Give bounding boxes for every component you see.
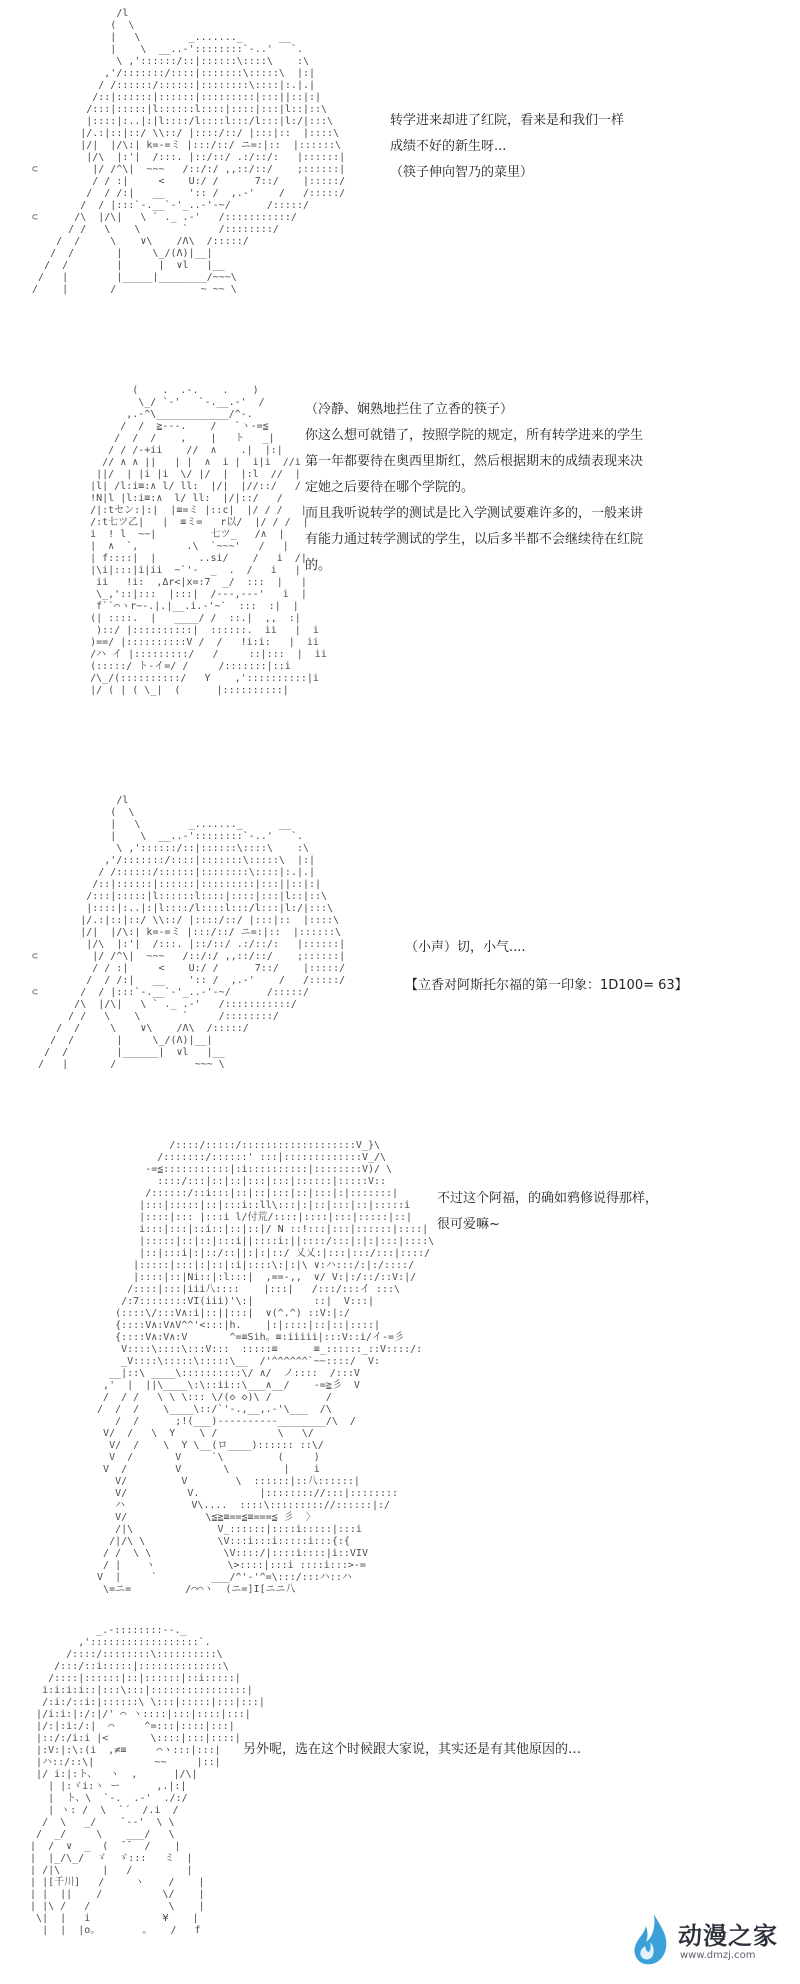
ascii-art-character: _.-::::::::--._ ,'::::::::::::::::::`. /::::/::::::::\::::::::::\ /:::/::i:::::|::::::::::::::\ /::::|::::::|::|::::::|::i:::::| i:i:i:i::|:::\:::|::::::::::::::::| /:i:/::i:|::::::\ \:::|:::::|:::|:::| |/i:i:|:/:|/' ⌒ ヽ::::|:::|::::|:::| |/:|:i:/:| ⌒ ^=:::|::::|:::| |::/:/i:i |< \::::|:::|::::| |:V:|:\:(i ,≠≡ ⌒ヽ:::|:::| |ハ::/::\| ~~ |::| |/ i:|:ト、 ヽ , |/\| | |:ヾi:ヽ ー ,.|:| | ト、\ `-. .-' ./:/ | ヽ: / \ `´ /.i / / \ _/ `--' \ \ / _/ \ ___/ \ | / ∨ _ ( ̄ ̄ / | | |_/\_/ ゞ ゞ::: ミ | | /|\ | / | | |[千川] / ヽ / | | | || / \/ | | |\ / / \ | \| | i ¥ | | | |o。 。 / f xyxy=(30,1625,265,1936)
dialog-line: 很可爱嘛~ xyxy=(437,1217,500,1232)
ascii-art-character: /l ( \ | \ _......._ __ | \ __..-'::::::::`-..' `. \ ,'::::::/::|::::::\::::\ :\ ,'/:::::::/::::|:::::::\:::::\ |:| / /::::::/::::::|::::::::\::::|:.|.| /::|::::::|::::::|:::::::::|:::||::|:| /:::|:::::|l::::::l::::|::::|:::|l::|::\ |::::|:..|:|l::::/l::::l:::/l:::|l:/|:::\ |/.:|::|::/ \\::/ |::::/::/ |:::|:: |::::\ |/| |/\:| k=-=ミ |:::/::/ ニ=:|:: |::::::\ |/\ |:'| /:::. |::/::/ .:/::/: |::::::| ⊂ |/ /^\| ~~~ /::/:/ ,,::/::/ ;::::::| / / :| < U:/ / 7::/ |:::::/ / / /:| __ ':: / ,.-' / /:::::/ ⊂ / / |:::`-.__`-'_..-'-~/ /:::::/ /\ |/\| \ ` ._ .-' /:::::::::::/ / / \ \ ` /::::::::/ / / \ ∨\ /Λ\ /:::::/ / / | \_/(Λ)|__| / / |______| ∨l |__ / | / ~~~ \ xyxy=(32,795,346,1070)
panel-4 xyxy=(0,1140,800,1595)
dialog-line: （小声）切，小气.... xyxy=(405,940,526,955)
dialog-line: 的。 xyxy=(305,558,332,573)
panel-3 xyxy=(0,795,800,1130)
panel-1 xyxy=(0,0,800,385)
dialog-line: 第一年都要待在奥西里斯红，然后根据期末的成绩表现来决 xyxy=(305,454,644,469)
dialog-line: 成绩不好的新生呀... xyxy=(390,139,507,154)
dialog-line: （筷子伸向智乃的菜里） xyxy=(390,165,534,180)
ascii-art-character: ( . .-. . ) \_/ `-' `-.__.-' / ,.-^\____________/^-. / / ≧---. / `ヽ-=≦ / / / , | ト _| / / /-+ii // ∧ .| |:| // ∧ ∧ || | | ∧ i | i|i //i ||/ | |i |i \/ |/ | |:l // | |l| /l:i≡:∧ l/ ll: |/| |//::/ / !N|l |l:i≡:∧ l/ ll: |/|::/ / /|:tセン:|:| |≡=ミ |::c| |/ / / | /:t七ツ乙| | ≡ミ= r以/ |/ / / | i ! l ~~| 七ツ_ /∧ | | ∧ `, .\ `~~~' / | | f::::| | ..si/ / i /| |\i|:::|i|ii ~`'- _ . / i | ii !i: ,Δr<|x=:7 _/ ::: | | \_,'::|::: |:::| /---,---' i | f``⌒ヽr~-.|.|__.i.-'~` ::: :| | (| ::::. | ____/ / ::.| ,, :| )::/ |::::::::::| ::::::. ii | i )==/ |::::::::::V / / !i:i: | ii /ハ イ |:::::::::/ / ::|::: | ii (:::::/ ト-イ=/ / /:::::::|::i /\_/(::::::::::/ Y ,'::::::::::|i |/ ( | ( \_| ( |::::::::::| xyxy=(90,385,327,696)
dialog-line: 定她之后要待在哪个学院的。 xyxy=(305,480,475,495)
dialog-line: （冷静、娴熟地拦住了立香的筷子） xyxy=(305,402,514,417)
panel-2 xyxy=(0,385,800,805)
dialog-line: 【立香对阿斯托尔福的第一印象：1D100= 63】 xyxy=(405,978,688,993)
ascii-art-character: /l ( \ | \ _......._ __ | \ __..-'::::::::`-..' `. \ ,'::::::/::|::::::\::::\ :\ ,'/:::::::/::::|:::::::\:::::\ |:| / /::::::/::::::|::::::::\::::|:.|.| /::|::::::|::::::|:::::::::|:::||::|:| /:::|:::::|l::::::l::::|::::|:::|l::|::\ |::::|:..|:|l::::/l::::l:::/l:::|l:/|:::\ |/.:|::|::/ \\::/ |::::/::/ |:::|:: |::::\ |/| |/\:| k=-=ミ |:::/::/ ニ=:|:: |::::::\ |/\ |:'| /:::. |::/::/ .:/::/: |::::::| ⊂ |/ /^\| ~~~ /::/:/ ,,::/::/ ;::::::| / / :| < U:/ / 7::/ |:::::/ / / /:| __ ':: / ,.-' / /:::::/ / / |:::`-.__`-'_..-'-~/ /:::::/ ⊂ /\ |/\| \ ` ._ .-' /:::::::::::/ / / \ \ ` /::::::::/ / / \ ∨\ /Λ\ /:::::/ / / | \_/(Λ)|__| / / | | ∨l |__ / | |_____|________/~~~\ / | / ~ ~~ \ xyxy=(32,8,346,295)
site-watermark xyxy=(630,1910,780,1970)
dialog-line: 另外呢，选在这个时候跟大家说，其实还是有其他原因的… xyxy=(243,1742,582,1757)
dialog-box xyxy=(305,397,643,579)
dialog-line: 转学进来却进了红院，看来是和我们一样 xyxy=(390,113,625,128)
ascii-art-character: /::::/:::::/:::::::::::::::::::V_}\ /:::::::/::::::' :::|:::::::::::::V_/\ -=≦:::::::::::|:i::::::::::|::::::::V)/ \ ::::/:::|::|::|:::|:::|::::::|:::::V:: /::::::/::i:::|::|::|:::|::|:::|:|:::::::| |:::|:::::|::|:::i::ll\:::|:|::|:::|::|:::::i |::::|::: |:::i l/付荒/::::|::::|:::|:::::|::| i:::|:::|::i::|::|::|/ N ::!:::|:::|::::::|::::| |:::::|::|::|:::i||::::i:||::::/:::|:|:|:::|::::\ |::|:::i|:|::/::||:|:|::/ 乂乂:|:::|:::/:::|::::/ |:::::|:::|:|::|:i|::::\:|:|\ ∨:ハ:::/:|:/::::/ |::::|::|Ni::|:l:::| ,==-,, ∨/ V:|:/::/::V:|/ /::::|:::|iii八:::: |:::| /:::/:::イ :::\ /:7::::::::VI(iii)'\:| ::| V:::| (::::\/:::V∧:i|::||:::| ∨(^.^) ::V:|:/ {::::V∧:V∧V^^'<:::|h. |:|::::|::|::|::::| {::::V∧:V∧:V ^=≡Sih。≡:iiiii|:::V::i/イ-=彡 V::::\::::\:::V::: :::::≡ ≡_::::::_::V::::/: _V::::\:::::\:::::\__ /'^^^^^^`~~::::/ V: __|::\ ____\::::::::::\/ ∧/ ノ:::: /:::V ,' | ||\____\:\::ii::\___∧__/ -=≧彡 V / / / \ \ \::: \/(◇ ◇)\ / / / / / \____\::/`'-.,__,.-'\___ /\ / / ;!(___)----------________/\ / V/ / \ Y \ / \ \/ V/ / \ Y \__(ロ____):::::: ::\/ V / V `\ ( ) V / V \ | i V/ V \ ::::::|::八::::::| V/ V. |:::::::://:::|:::::::: ハ V\.... ::::\::::::::://::::::|:/ V/ \≦≧≡==≦≡===≦ 彡 〉 /|\ V_::::::|::::i:::::|:::i /|/\ \ \V:::i:::i:::::i:::{:{ / / \ \ \V::::/|::::i::::|i::VIV / | ヽ \>::::|:::i ::::i:::>-= V | ` ___/^'‐'^=\:::/:::ハ::ハ \=ニ= /⌒⌒ヽ (ニ=]I[ニニ八 xyxy=(97,1140,435,1595)
dialog-line: 有能力通过转学测试的学生，以后多半都不会继续待在红院 xyxy=(305,532,644,547)
watermark-title: 动漫之家 xyxy=(678,1922,778,1950)
dialog-box xyxy=(390,108,624,186)
dialog-box xyxy=(437,1186,658,1238)
flame-drop-icon xyxy=(630,1912,672,1968)
watermark-url: www.dmzj.com xyxy=(680,1950,756,1961)
dialog-box xyxy=(405,935,688,999)
dialog-line: 不过这个阿福，的确如鸦修说得那样， xyxy=(437,1191,659,1206)
dialog-line: 你这么想可就错了，按照学院的规定，所有转学进来的学生 xyxy=(305,428,644,443)
dialog-box xyxy=(243,1737,581,1763)
dialog-line: 而且我听说转学的测试是比入学测试要难许多的，一般来讲 xyxy=(305,506,644,521)
